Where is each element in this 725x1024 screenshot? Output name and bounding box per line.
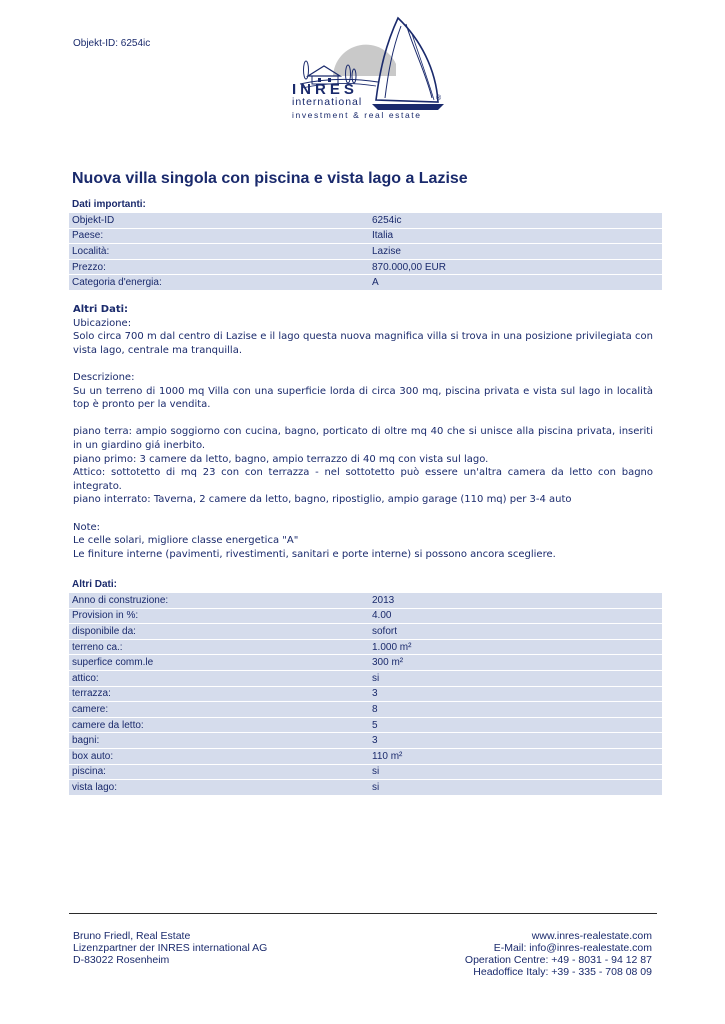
note-line-1: Le celle solari, migliore classe energetica "A" <box>73 535 299 547</box>
table-value: Italia <box>369 229 662 244</box>
footer-company: Bruno Friedl, Real Estate <box>73 930 191 942</box>
table-row <box>69 718 662 733</box>
table-value: 8 <box>369 702 662 717</box>
note-line-2: Le finiture interne (pavimenti, rivestimenti, sanitari e porte interne) si possono ancora scegliere. <box>73 548 556 560</box>
footer-contact-left <box>73 930 267 966</box>
table-value: 3 <box>369 687 662 702</box>
table-key: camere da letto: <box>69 718 369 733</box>
table-row <box>69 687 662 702</box>
table-key: Anno di construzione: <box>69 593 369 608</box>
table-value: 2013 <box>369 593 662 608</box>
table-value: 4.00 <box>369 609 662 624</box>
table-value: 870.000,00 EUR <box>369 260 662 275</box>
table-value: 6254ic <box>369 213 662 228</box>
logo-brand-name: INRES <box>292 81 358 98</box>
inres-logo <box>288 14 458 122</box>
table-key: terrazza: <box>69 687 369 702</box>
table-key: Provision in %: <box>69 609 369 624</box>
table-value: si <box>369 671 662 686</box>
logo-brand-sub: international <box>292 96 363 108</box>
important-data-table <box>69 212 662 291</box>
table-key: piscina: <box>69 765 369 780</box>
location-label: Ubicazione: <box>73 317 132 329</box>
footer-contact-right <box>465 930 652 978</box>
footer-operation-phone: Operation Centre: +49 - 8031 - 94 12 87 <box>464 954 652 966</box>
table-row <box>69 671 662 686</box>
other-data-label: Altri Dati: <box>73 304 129 315</box>
table-value: 5 <box>369 718 662 733</box>
note-label: Note: <box>73 521 101 533</box>
table-value: sofort <box>369 624 662 639</box>
table-row <box>69 275 662 290</box>
table-key: disponibile da: <box>69 624 369 639</box>
table-key: vista lago: <box>69 780 369 795</box>
table-value: si <box>369 780 662 795</box>
table-row <box>69 609 662 624</box>
logo-wordmark <box>292 82 422 121</box>
description-label: Descrizione: <box>73 371 135 383</box>
table-key: Paese: <box>69 229 369 244</box>
table-key: bagni: <box>69 733 369 748</box>
basement-text: piano interrato: Taverna, 2 camere da letto, bagno, ripostiglio, ampio garage (110 mq) per 3-4 auto <box>73 494 572 506</box>
footer-email-link[interactable]: E-Mail: info@inres-realestate.com <box>493 942 652 954</box>
footer-website-link[interactable]: www.inres-realestate.com <box>531 930 652 942</box>
other-data-table-label: Altri Dati: <box>72 579 117 590</box>
table-key: Località: <box>69 244 369 259</box>
footer-partner: Lizenzpartner der INRES international AG <box>73 942 268 954</box>
table-row <box>69 733 662 748</box>
table-key: attico: <box>69 671 369 686</box>
table-value: 300 m² <box>369 655 662 670</box>
table-row <box>69 229 662 244</box>
other-data-table <box>69 592 662 796</box>
table-row <box>69 593 662 608</box>
footer-divider <box>69 913 657 914</box>
objekt-id-label: Objekt-ID: 6254ic <box>73 38 151 49</box>
table-row <box>69 640 662 655</box>
table-key: Prezzo: <box>69 260 369 275</box>
attic-text: Attico: sottotetto di mq 23 con con terrazza - nel sottotetto può essere un'altra camera da letto con bagno integrato. <box>73 467 653 492</box>
table-key: Objekt-ID <box>69 213 369 228</box>
table-row <box>69 702 662 717</box>
logo-tagline: investment & real estate <box>292 110 422 120</box>
description-block <box>73 303 653 561</box>
table-value: 110 m² <box>369 749 662 764</box>
location-text: Solo circa 700 m dal centro di Lazise e il lago questa nuova magnifica villa si trova in una posizione privilegiata con vista lago, centrale ma tranquilla. <box>73 331 653 356</box>
table-key: Categoria d'energia: <box>69 275 369 290</box>
table-value: A <box>369 275 662 290</box>
table-row <box>69 765 662 780</box>
table-row <box>69 260 662 275</box>
page-title: Nuova villa singola con piscina e vista lago a Lazise <box>72 170 468 187</box>
table-row <box>69 213 662 228</box>
table-row <box>69 624 662 639</box>
table-row <box>69 655 662 670</box>
footer-address: D-83022 Rosenheim <box>73 954 170 966</box>
footer-italy-phone: Headoffice Italy: +39 - 335 - 708 08 09 <box>473 966 652 978</box>
ground-floor-text: piano terra: ampio soggiorno con cucina, bagno, porticato di oltre mq 40 che si unisce alla piscina privata, inseriti in un giardino giá inerbito. <box>73 426 653 451</box>
table-key: superfice comm.le <box>69 655 369 670</box>
registered-mark: ® <box>436 95 442 102</box>
first-floor-text: piano primo: 3 camere da letto, bagno, ampio terrazzo di 40 mq con vista sul lago. <box>73 453 489 465</box>
table-key: camere: <box>69 702 369 717</box>
table-value: si <box>369 765 662 780</box>
table-value: 1.000 m² <box>369 640 662 655</box>
table-value: Lazise <box>369 244 662 259</box>
important-data-label: Dati importanti: <box>72 199 146 210</box>
table-row <box>69 749 662 764</box>
table-key: terreno ca.: <box>69 640 369 655</box>
description-text: Su un terreno di 1000 mq Villa con una superficie lorda di circa 300 mq, piscina privata e vista sul lago in località top è pronto per la vendita. <box>73 385 653 411</box>
table-row <box>69 780 662 795</box>
table-row <box>69 244 662 259</box>
table-key: box auto: <box>69 749 369 764</box>
table-value: 3 <box>369 733 662 748</box>
